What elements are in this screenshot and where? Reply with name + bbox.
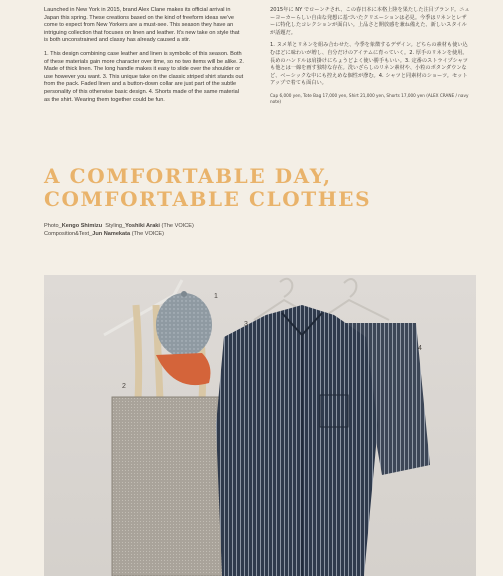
striped-shirt [216, 305, 378, 576]
english-column [44, 7, 244, 110]
title-line-2: COMFORTABLE CLOTHES [44, 187, 372, 211]
staff-line-2 [44, 230, 194, 238]
styling-label: Styling_ [105, 223, 126, 229]
english-intro: Launched in New York in 2015, brand Alex Clane makes its official arrival in Japan this spring. These creations based on the kind of freeform ideas we've come to expect from New Yorkers are a must-see. This season they have an intriguing collection that focuses on linen and leather. It's new take on style that is both unconstrained and classy has already caused a stir. [44, 7, 240, 44]
callout-3: 3 [244, 321, 248, 328]
callout-4: 4 [418, 345, 422, 352]
staff-credits [44, 222, 194, 238]
title-line-1: A COMFORTABLE DAY, [44, 164, 332, 188]
cap [156, 291, 212, 385]
staff-line-1 [44, 222, 194, 230]
composition-agency: (The VOICE) [130, 231, 165, 237]
photo-illustration [44, 275, 476, 576]
styling-name: Yoshiki Araki [125, 223, 160, 229]
composition-name: Jun Namekata [92, 231, 131, 237]
japanese-column [270, 7, 470, 105]
page-title [44, 165, 371, 211]
composition-label: Composition&Text_ [44, 231, 93, 237]
price-credit: Cap 6,000 yen, Tote Bag 17,000 yen, Shirt 21,000 yen, Shorts 17,000 yen (ALEX CRANE / navy note) [270, 92, 469, 104]
photo-label: Photo_ [44, 223, 62, 229]
photo-name: Kengo Shimizu [61, 223, 103, 229]
callout-1: 1 [214, 293, 218, 300]
styling-agency: (The VOICE) [159, 223, 194, 229]
japanese-intro: 2015年に NY でローンチされ、この春日本に本格上陸を果たした注目ブランド。ニューヨーカーらしい自由な発想に基づいたクリエーションは必見。今季はリネンとレザーに特化したコレクションが面白い。上品さと開放感を兼ね備えた、新しいスタイルが話題だ。 [270, 7, 470, 36]
japanese-details: 1. ヌメ革とリネンを組み合わせた、今季を象徴するデザイン。どちらの素材も使い込むほどに味わいが増し、自分だけのアイテムに育っていく。2. 厚手のリネンを使用。長めのハンドルは肩掛けにちょうどよく使い勝手もいい。3. 定番のストライプシャツも他とは一線を画す独特な存在。洗いざらしのリネン素材や、小粒のボタンダウンなど、ベーシックな中にも控えめな個性が滲む。4. シャツと同素材のショーツ。セットアップで着ても面白い。 [270, 42, 468, 87]
callout-2: 2 [122, 383, 126, 390]
product-photo [44, 275, 476, 576]
english-details: 1. This design combining case leather and linen is symbolic of this season. Both of these materials gain more character over time, so no two items will be alike. 2. Made of thick linen. The long handle makes it easy to slide over the shoulder or use however you want. 3. This unique take on the classic striped shirt stands out from the pack. Faded linen and a button-down collar are just part of the subtle personality of this otherwise basic design. 4. Shorts made of the same material as the shirt. Wearing them together could be fun. [44, 50, 244, 103]
